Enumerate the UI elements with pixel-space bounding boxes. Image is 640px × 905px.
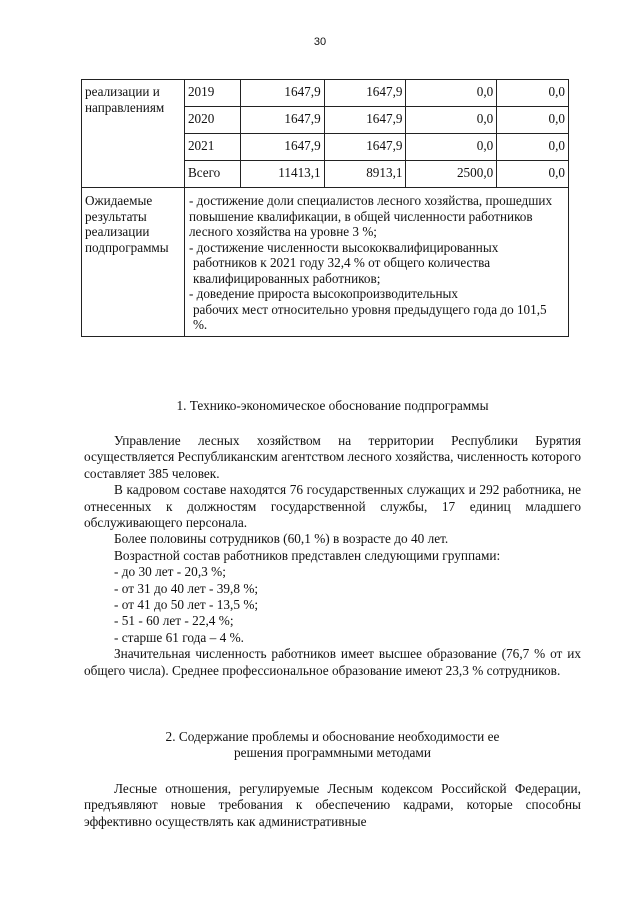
list-item: - до 30 лет - 20,3 %; xyxy=(114,564,226,580)
list-item: - 51 - 60 лет - 22,4 %; xyxy=(114,613,234,629)
result-item: - доведение прироста высокопроизводительных xyxy=(188,286,458,301)
results-label-cell: Ожидаемые результаты реализации подпрограммы xyxy=(82,188,185,337)
value-cell: 8913,1 xyxy=(324,161,406,188)
paragraph: Лесные отношения, регулируемые Лесным кодексом Российской Федерации, предъявляют новые требования к обеспечению кадрами, которые способны эффективно осуществлять как административные xyxy=(84,781,581,829)
table-row xyxy=(82,80,569,107)
list-item: - от 41 до 50 лет - 13,5 %; xyxy=(114,597,259,613)
paragraph: Управление лесных хозяйством на территории Республики Бурятия осуществляется Республиканским агентством лесного хозяйства, численность которого составляет 385 человек. xyxy=(84,433,581,481)
result-item: - достижение доли специалистов лесного хозяйства, прошедших повышение квалификации, в общей численности работников лесного хозяйства на уровне 3 %; xyxy=(188,193,553,239)
paragraph: Более половины сотрудников (60,1 %) в возрасте до 40 лет. xyxy=(114,531,449,547)
section1-title: 1. Технико-экономическое обоснование подпрограммы xyxy=(176,398,489,413)
value-cell: 0,0 xyxy=(406,107,497,134)
value-cell: 1647,9 xyxy=(324,107,406,134)
value-cell: 1647,9 xyxy=(324,80,406,107)
result-item: - достижение численности высококвалифицированных xyxy=(188,239,499,255)
section2-title-line: 2. Содержание проблемы и обоснование необходимости ее xyxy=(165,729,500,744)
list-item: - от 31 до 40 лет - 39,8 %; xyxy=(114,580,259,596)
value-cell: 1647,9 xyxy=(324,134,406,161)
results-cell xyxy=(184,188,568,337)
value-cell: 2500,0 xyxy=(406,161,497,188)
row-label-cell: реализации и направлениям xyxy=(82,80,185,188)
value-cell: 0,0 xyxy=(406,80,497,107)
table-row xyxy=(82,188,569,337)
section2-title xyxy=(80,729,585,761)
paragraph: Возрастной состав работников представлен следующими группами: xyxy=(114,547,501,563)
paragraph: В кадровом составе находятся 76 государственных служащих и 292 работника, не отнесенных к должностям государственной службы, 17 единиц младшего обслуживающего персонала. xyxy=(84,482,581,531)
funding-table xyxy=(81,79,569,337)
value-cell: 1647,9 xyxy=(240,134,324,161)
section1-body xyxy=(84,433,581,679)
value-cell: 0,0 xyxy=(497,134,569,161)
value-cell: 0,0 xyxy=(497,80,569,107)
value-cell: 1647,9 xyxy=(240,80,324,107)
section2-body xyxy=(84,781,581,830)
value-cell: 11413,1 xyxy=(240,161,324,188)
result-item: рабочих мест относительно уровня предыдущего года до 101,5 %. xyxy=(192,301,547,332)
year-cell: 2019 xyxy=(184,80,240,107)
page-number: 30 xyxy=(313,36,327,48)
value-cell: 0,0 xyxy=(406,134,497,161)
list-item: - старше 61 года – 4 %. xyxy=(114,629,244,645)
section2-title-line: решения программными методами xyxy=(234,745,431,760)
paragraph: Значительная численность работников имеет высшее образование (76,7 % от их общего числа). Среднее профессиональное образование имеют 23,3 % сотрудников. xyxy=(84,646,581,678)
value-cell: 0,0 xyxy=(497,161,569,188)
year-cell: 2021 xyxy=(184,134,240,161)
year-cell: 2020 xyxy=(184,107,240,134)
result-item: работников к 2021 году 32,4 % от общего количества квалифицированных работников; xyxy=(192,255,491,286)
value-cell: 1647,9 xyxy=(240,107,324,134)
value-cell: 0,0 xyxy=(497,107,569,134)
year-cell: Всего xyxy=(184,161,240,188)
